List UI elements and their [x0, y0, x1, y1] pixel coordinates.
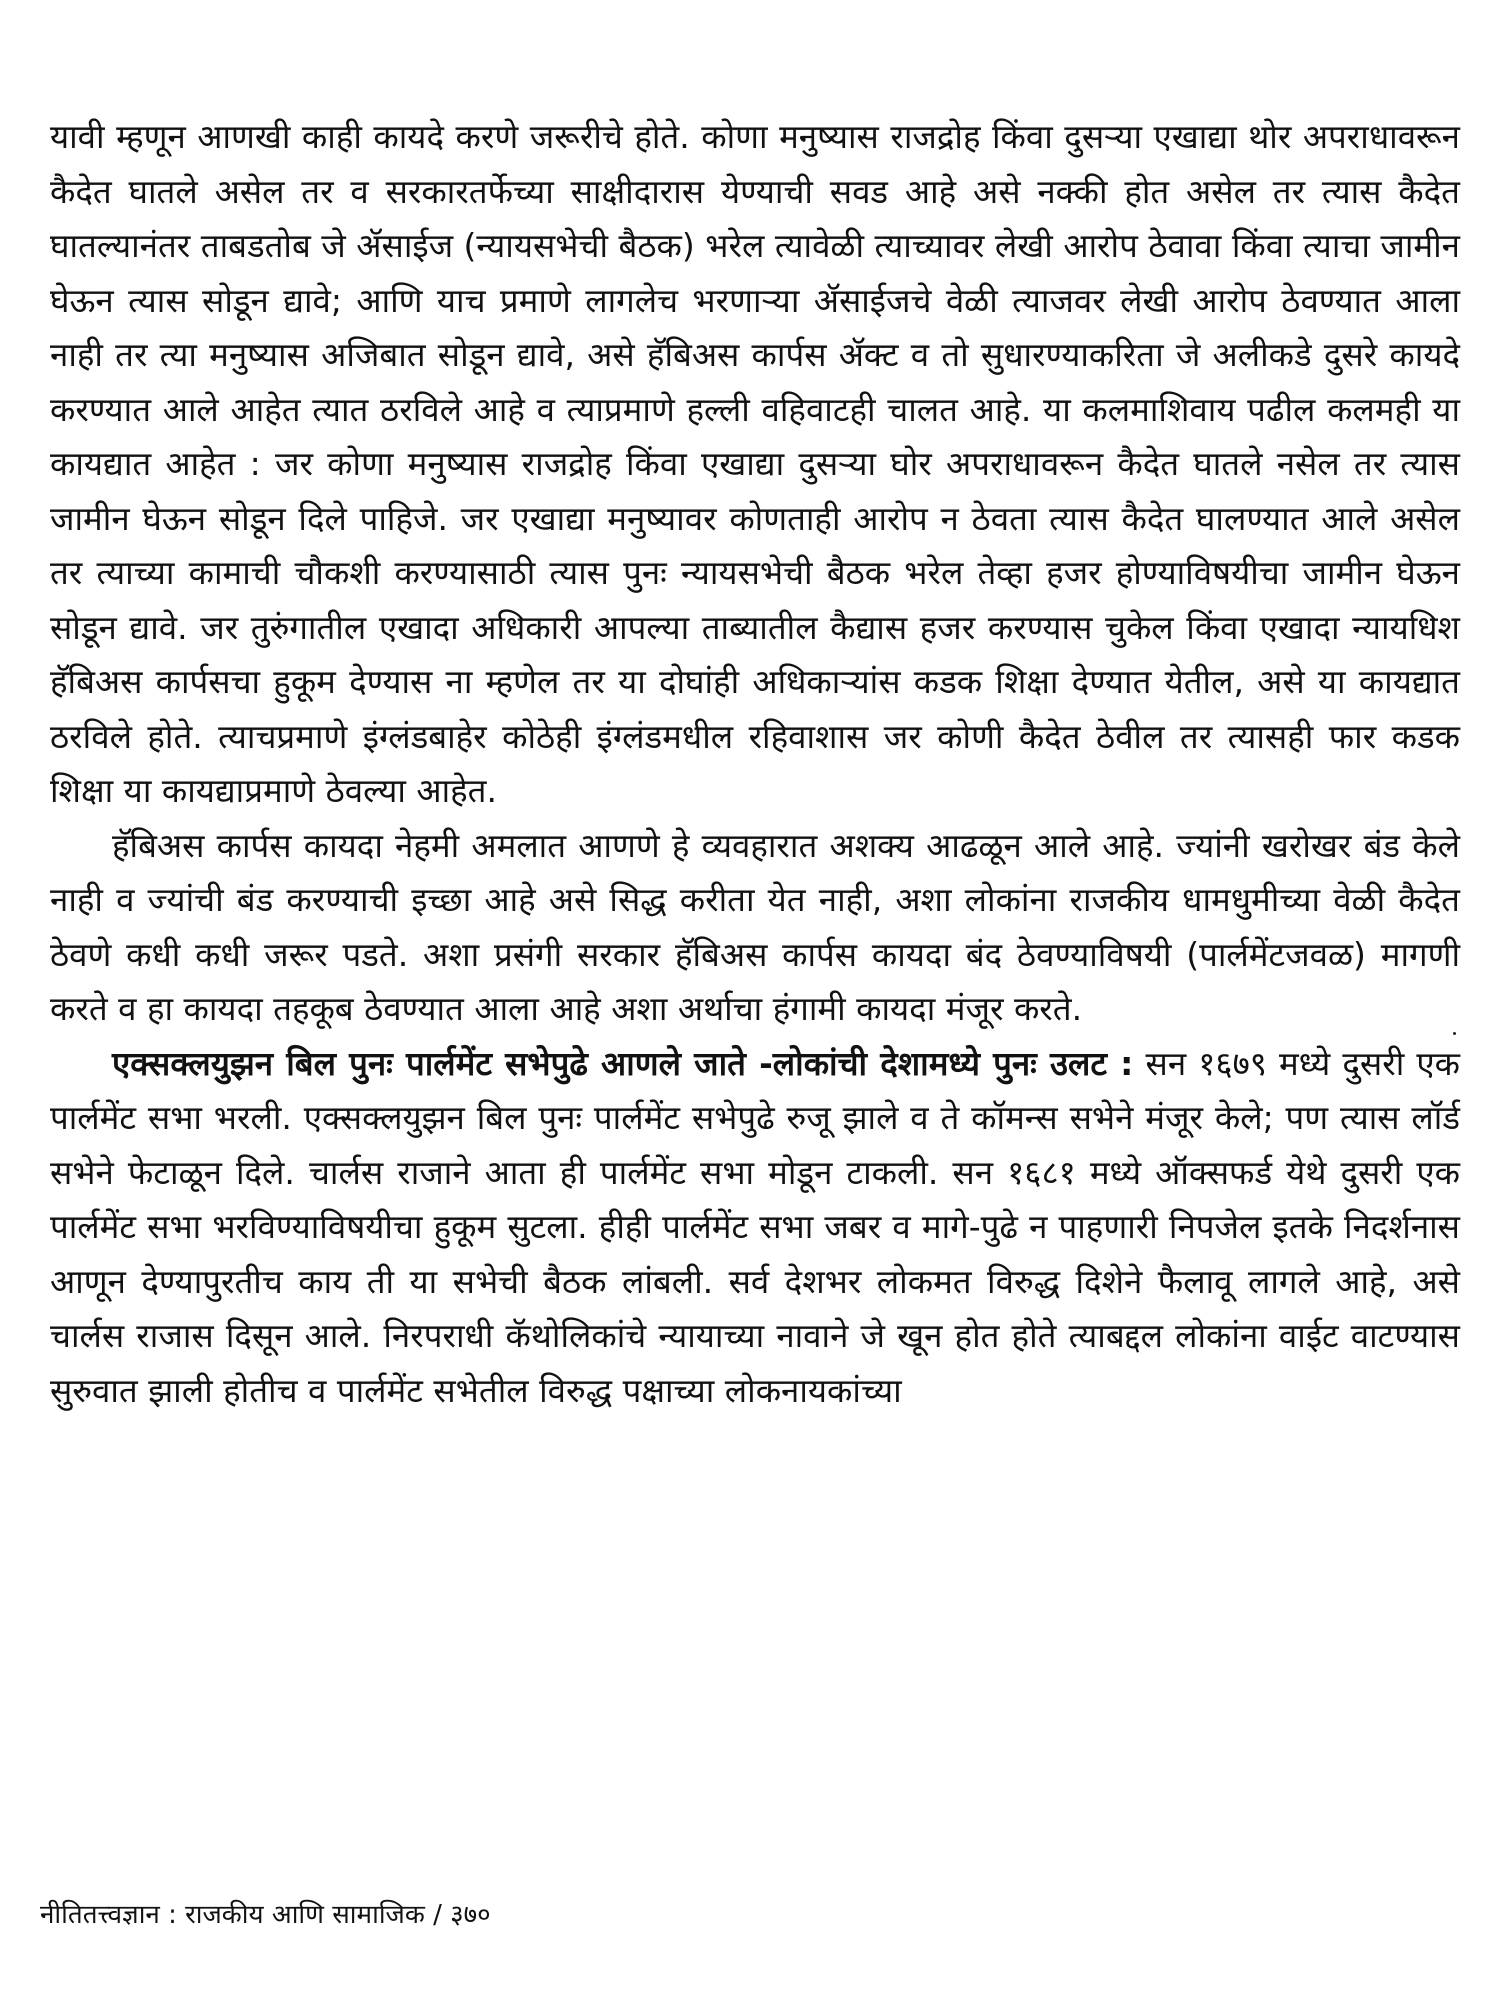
paragraph-2: [50, 819, 1460, 1037]
footer-page-number: ३७०: [450, 1900, 491, 1930]
paragraph-1: [50, 110, 1460, 819]
body-text: [50, 110, 1460, 1418]
paragraph-3: [50, 1037, 1460, 1419]
footer-book-title: नीतितत्त्वज्ञान : राजकीय आणि सामाजिक: [40, 1900, 425, 1930]
scan-speck: [1453, 1032, 1456, 1035]
paragraph-2-text: हॅबिअस कार्पस कायदा नेहमी अमलात आणणे हे व्यवहारात अशक्य आढळून आले आहे. ज्यांनी खरोखर बंड केले नाही व ज्यांची बंड करण्याची इच्छा आहे असे सिद्ध करीता येत नाही, अशा लोकांना राजकीय धामधुमीच्या वेळी कैदेत ठेवणे कधी कधी जरूर पडते. अशा प्रसंगी सरकार हॅबिअस कार्पस कायदा बंद ठेवण्याविषयी (पार्लमेंटजवळ) मागणी करते व हा कायदा तहकूब ठेवण्यात आला आहे अशा अर्थाचा हंगामी कायदा मंजूर करते.: [50, 825, 1460, 1028]
page-footer: [40, 1898, 491, 1932]
section-heading: एक्सक्लयुझन बिल पुनः पार्लमेंट सभेपुढे आणले जाते -लोकांची देशामध्ये पुनः उलट :: [112, 1043, 1134, 1083]
paragraph-3-text: सन १६७९ मध्ये दुसरी एक पार्लमेंट सभा भरली. एक्सक्लयुझन बिल पुनः पार्लमेंट सभेपुढे रुजू झाले व ते कॉमन्स सभेने मंजूर केले; पण त्यास लॉर्ड सभेने फेटाळून दिले. चार्लस राजाने आता ही पार्लमेंट सभा मोडून टाकली. सन १६८१ मध्ये ऑक्सफर्ड येथे दुसरी एक पार्लमेंट सभा भरविण्याविषयीचा हुकूम सुटला. हीही पार्लमेंट सभा जबर व मागे-पुढे न पाहणारी निपजेल इतके निदर्शनास आणून देण्यापुरतीच काय ती या सभेची बैठक लांबली. सर्व देशभर लोकमत विरुद्ध दिशेने फैलावू लागले आहे, असे चार्लस राजास दिसून आले. निरपराधी कॅथोलिकांचे न्यायाच्या नावाने जे खून होत होते त्याबद्दल लोकांना वाईट वाटण्यास सुरुवात झाली होतीच व पार्लमेंट सभेतील विरुद्ध पक्षाच्या लोकनायकांच्या: [50, 1043, 1461, 1410]
paragraph-1-text: यावी म्हणून आणखी काही कायदे करणे जरूरीचे होते. कोणा मनुष्यास राजद्रोह किंवा दुसऱ्या एखाद्या थोर अपराधावरून कैदेत घातले असेल तर व सरकारतर्फेच्या साक्षीदारास येण्याची सवड आहे असे नक्की होत असेल तर त्यास कैदेत घातल्यानंतर ताबडतोब जे ॲसाईज (न्यायसभेची बैठक) भरेल त्यावेळी त्याच्यावर लेखी आरोप ठेवावा किंवा त्याचा जामीन घेऊन त्यास सोडून द्यावे; आणि याच प्रमाणे लागलेच भरणाऱ्या ॲसाईजचे वेळी त्याजवर लेखी आरोप ठेवण्यात आला नाही तर त्या मनुष्यास अजिबात सोडून द्यावे, असे हॅबिअस कार्पस ॲक्ट व तो सुधारण्याकरिता जे अलीकडे दुसरे कायदे करण्यात आले आहेत त्यात ठरविले आहे व त्याप्रमाणे हल्ली वहिवाटही चालत आहे. या कलमाशिवाय पढील कलमही या कायद्यात आहेत : जर कोणा मनुष्यास राजद्रोह किंवा एखाद्या दुसऱ्या घोर अपराधावरून कैदेत घातले नसेल तर त्यास जामीन घेऊन सोडून दिले पाहिजे. जर एखाद्या मनुष्यावर कोणताही आरोप न ठेवता त्यास कैदेत घालण्यात आले असेल तर त्याच्या कामाची चौकशी करण्यासाठी त्यास पुनः न्यायसभेची बैठक भरेल तेव्हा हजर होण्याविषयीचा जामीन घेऊन सोडून द्यावे. जर तुरुंगातील एखादा अधिकारी आपल्या ताब्यातील कैद्यास हजर करण्यास चुकेल किंवा एखादा न्यायधिश हॅबिअस कार्पसचा हुकूम देण्यास ना म्हणेल तर या दोघांही अधिकाऱ्यांस कडक शिक्षा देण्यात येतील, असे या कायद्यात ठरविले होते. त्याचप्रमाणे इंग्लंडबाहेर कोठेही इंग्लंडमधील रहिवाशास जर कोणी कैदेत ठेवील तर त्यासही फार कडक शिक्षा या कायद्याप्रमाणे ठेवल्या आहेत.: [50, 117, 1460, 810]
footer-separator: /: [433, 1900, 442, 1930]
